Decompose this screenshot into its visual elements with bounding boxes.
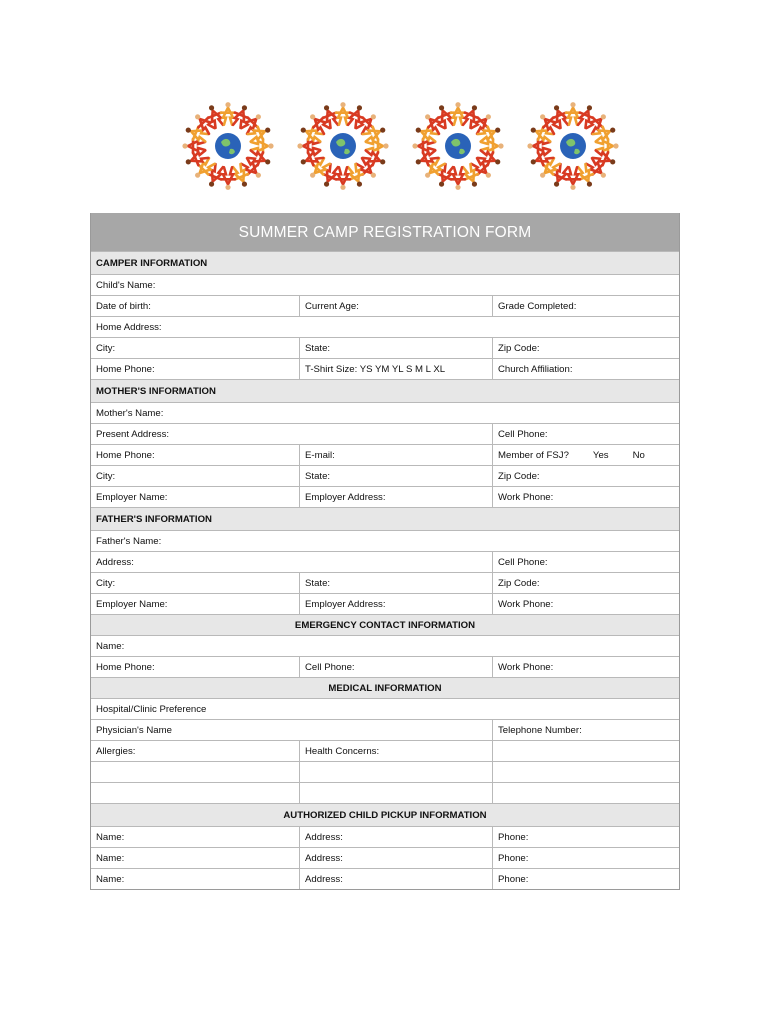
globe-emblem [297, 102, 388, 190]
father-employer-name-field[interactable]: Employer Name: [91, 594, 300, 614]
mother-employer-name-field[interactable]: Employer Name: [91, 487, 300, 507]
medical-blank-cell[interactable] [493, 762, 679, 782]
child-figure-icon [221, 167, 235, 190]
father-zip-field[interactable]: Zip Code: [498, 578, 540, 589]
pickup-phone-field[interactable]: Phone: [498, 853, 529, 864]
mother-cell-phone-field[interactable]: Cell Phone: [498, 429, 548, 440]
health-concerns-field[interactable]: Health Concerns: [300, 741, 493, 761]
child-figure-icon [412, 139, 435, 153]
physician-name-field[interactable]: Physician's Name [91, 720, 493, 740]
pickup-phone-field[interactable]: Phone: [498, 874, 529, 885]
mother-zip-field[interactable]: Zip Code: [498, 471, 540, 482]
emergency-work-phone-field[interactable]: Work Phone: [498, 662, 554, 673]
child-figure-icon [336, 102, 350, 125]
mother-email-field[interactable]: E-mail: [300, 445, 493, 465]
form-title: SUMMER CAMP REGISTRATION FORM [91, 213, 679, 251]
church-affiliation-field[interactable]: Church Affiliation: [498, 364, 573, 375]
pickup-phone-field[interactable]: Phone: [498, 832, 529, 843]
pickup-name-field[interactable]: Name: [91, 848, 300, 868]
medical-section-header: MEDICAL INFORMATION [91, 677, 679, 698]
child-figure-icon [221, 102, 235, 125]
mother-state-field[interactable]: State: [300, 466, 493, 486]
allergies-field[interactable]: Allergies: [91, 741, 300, 761]
mother-section-header: MOTHER'S INFORMATION [91, 379, 679, 402]
father-section-header: FATHER'S INFORMATION [91, 507, 679, 530]
allergies-blank-cell[interactable] [91, 762, 300, 782]
child-figure-icon [527, 139, 550, 153]
child-figure-icon [336, 167, 350, 190]
globe-children-banner [150, 100, 625, 192]
father-employer-address-field[interactable]: Employer Address: [300, 594, 493, 614]
emergency-name-field[interactable]: Name: [96, 641, 125, 652]
physician-telephone-field[interactable]: Telephone Number: [498, 725, 582, 736]
medical-blank-cell[interactable] [493, 741, 679, 761]
mother-work-phone-field[interactable]: Work Phone: [498, 492, 554, 503]
pickup-name-field[interactable]: Name: [91, 827, 300, 847]
father-cell-phone-field[interactable]: Cell Phone: [498, 557, 548, 568]
pickup-address-field[interactable]: Address: [300, 827, 493, 847]
mother-city-field[interactable]: City: [91, 466, 300, 486]
camper-zip-field[interactable]: Zip Code: [498, 343, 540, 354]
father-address-field[interactable]: Address: [91, 552, 493, 572]
camper-home-phone-field[interactable]: Home Phone: [91, 359, 300, 379]
child-figure-icon [596, 139, 619, 153]
child-figure-icon [451, 102, 465, 125]
fsj-member-label: Member of FSJ? [498, 450, 569, 461]
fsj-no-option[interactable]: No [632, 450, 645, 461]
home-address-field[interactable]: Home Address: [96, 322, 162, 333]
father-state-field[interactable]: State: [300, 573, 493, 593]
camper-section-header: CAMPER INFORMATION [91, 251, 679, 274]
camper-state-field[interactable]: State: [300, 338, 493, 358]
current-age-field[interactable]: Current Age: [300, 296, 493, 316]
mother-employer-address-field[interactable]: Employer Address: [300, 487, 493, 507]
child-figure-icon [251, 139, 274, 153]
tshirt-size-field[interactable]: T-Shirt Size: YS YM YL S M L XL [300, 359, 493, 379]
globe-emblem [412, 102, 503, 190]
child-figure-icon [566, 102, 580, 125]
pickup-section-header: AUTHORIZED CHILD PICKUP INFORMATION [91, 803, 679, 826]
medical-blank-cell[interactable] [493, 783, 679, 803]
mothers-name-field[interactable]: Mother's Name: [96, 408, 164, 419]
child-figure-icon [566, 167, 580, 190]
camper-city-field[interactable]: City: [91, 338, 300, 358]
grade-field[interactable]: Grade Completed: [498, 301, 577, 312]
allergies-blank-cell[interactable] [91, 783, 300, 803]
health-blank-cell[interactable] [300, 783, 493, 803]
pickup-address-field[interactable]: Address: [300, 848, 493, 868]
globe-emblem [527, 102, 618, 190]
registration-form [90, 213, 680, 890]
globe-emblem [182, 102, 273, 190]
emergency-cell-phone-field[interactable]: Cell Phone: [300, 657, 493, 677]
mother-home-phone-field[interactable]: Home Phone: [91, 445, 300, 465]
child-figure-icon [481, 139, 504, 153]
child-figure-icon [451, 167, 465, 190]
father-city-field[interactable]: City: [91, 573, 300, 593]
emergency-home-phone-field[interactable]: Home Phone: [91, 657, 300, 677]
hospital-preference-field[interactable]: Hospital/Clinic Preference [96, 704, 207, 715]
emergency-section-header: EMERGENCY CONTACT INFORMATION [91, 614, 679, 635]
fsj-yes-option[interactable]: Yes [592, 450, 609, 461]
pickup-name-field[interactable]: Name: [91, 869, 300, 889]
child-figure-icon [182, 139, 205, 153]
fathers-name-field[interactable]: Father's Name: [96, 536, 162, 547]
fsj-member-field[interactable] [493, 445, 679, 465]
child-figure-icon [297, 139, 320, 153]
pickup-address-field[interactable]: Address: [300, 869, 493, 889]
mother-present-address-field[interactable]: Present Address: [91, 424, 493, 444]
father-work-phone-field[interactable]: Work Phone: [498, 599, 554, 610]
dob-field[interactable]: Date of birth: [91, 296, 300, 316]
child-figure-icon [366, 139, 389, 153]
health-blank-cell[interactable] [300, 762, 493, 782]
childs-name-field[interactable]: Child's Name: [96, 280, 156, 291]
